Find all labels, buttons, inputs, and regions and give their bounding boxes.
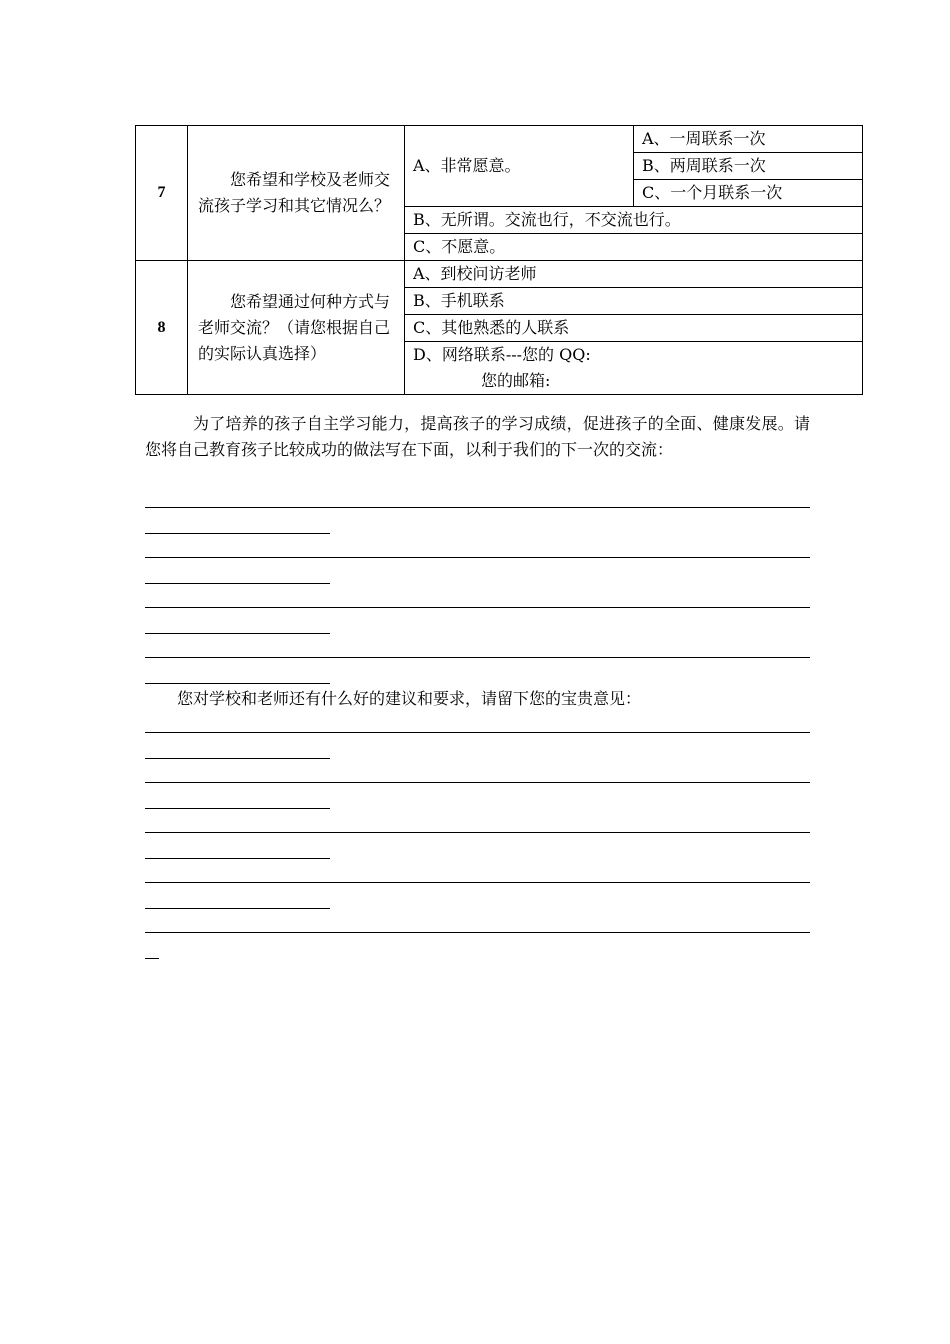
q8-option-d-email-label: 您的邮箱: <box>481 371 551 390</box>
answer-line[interactable] <box>145 722 810 772</box>
answer-line[interactable] <box>145 872 810 922</box>
q7-sub-option-3: C、一个月联系一次 <box>634 180 863 207</box>
answer-line[interactable] <box>145 772 810 822</box>
question-number-7: 7 <box>136 126 188 261</box>
answer-lines-suggestions <box>145 722 810 972</box>
answer-line[interactable] <box>145 822 810 872</box>
question-8-text: 您希望通过何种方式与老师交流？（请您根据自己的实际认真选择） <box>188 261 405 395</box>
q8-option-c: C、其他熟悉的人联系 <box>405 315 863 342</box>
question-7-text: 您希望和学校及老师交流孩子学习和其它情况么？ <box>188 126 405 261</box>
q7-option-c: C、不愿意。 <box>405 234 863 261</box>
q8-option-d-qq-label: D、网络联系---您的 QQ: <box>413 345 591 364</box>
q8-option-d <box>405 342 863 395</box>
paragraph-experience-prompt: 为了培养的孩子自主学习能力，提高孩子的学习成绩，促进孩子的全面、健康发展。请您将自己教育孩子比较成功的做法写在下面，以利于我们的下一次的交流： <box>145 414 810 459</box>
question-number-8: 8 <box>136 261 188 395</box>
answer-lines-experience <box>145 497 810 697</box>
q7-option-b: B、无所谓。交流也行，不交流也行。 <box>405 207 863 234</box>
answer-line[interactable] <box>145 497 810 547</box>
survey-table <box>135 125 863 395</box>
answer-line[interactable] <box>145 597 810 647</box>
answer-line[interactable] <box>145 547 810 597</box>
q7-option-a: A、非常愿意。 <box>405 126 634 207</box>
q7-sub-option-2: B、两周联系一次 <box>634 153 863 180</box>
paragraph-suggestion-prompt: 您对学校和老师还有什么好的建议和要求，请留下您的宝贵意见： <box>177 689 642 708</box>
q7-sub-option-1: A、一周联系一次 <box>634 126 863 153</box>
q8-option-b: B、手机联系 <box>405 288 863 315</box>
answer-line[interactable] <box>145 922 810 972</box>
q8-option-a: A、到校问访老师 <box>405 261 863 288</box>
